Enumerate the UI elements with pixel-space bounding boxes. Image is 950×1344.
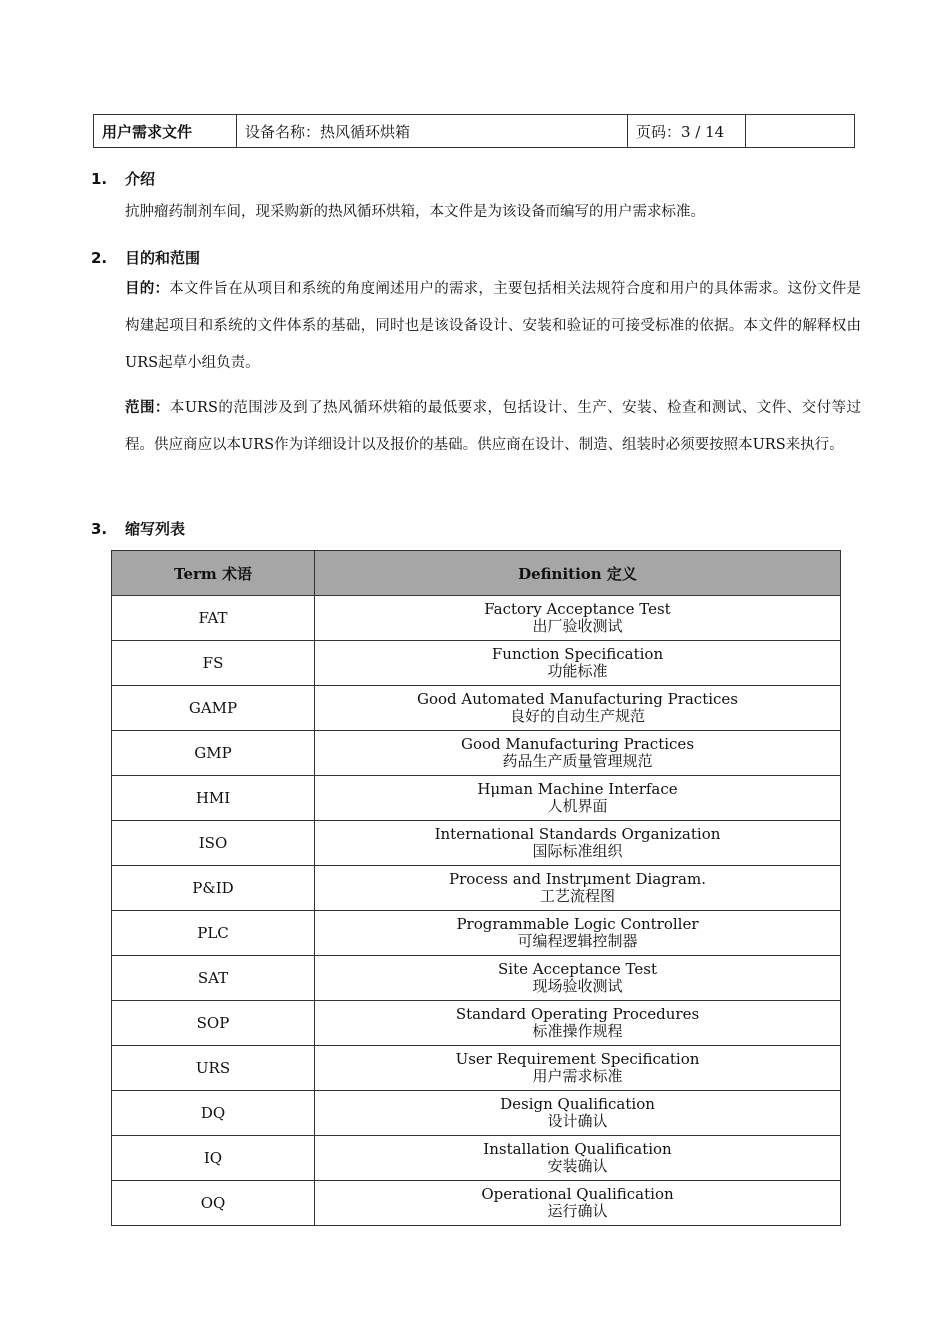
definition-chinese: 用户需求标准 [532, 1067, 623, 1085]
purpose-paragraph [125, 271, 861, 382]
document-header [93, 114, 855, 148]
definition-chinese: 设计确认 [547, 1112, 608, 1130]
term-cell: SAT [112, 956, 315, 1001]
definition-cell [315, 776, 841, 821]
section-number: 3. [91, 520, 108, 538]
definition-cell [315, 1091, 841, 1136]
definition-cell [315, 686, 841, 731]
definition-chinese: 运行确认 [547, 1202, 608, 1220]
definition-chinese: 可编程逻辑控制器 [517, 932, 638, 950]
definition-chinese: 人机界面 [547, 797, 608, 815]
section-title: 目的和范围 [125, 249, 201, 267]
header-doc-type: 用户需求文件 [94, 115, 237, 148]
table-row [112, 866, 841, 911]
abbreviation-table-body [112, 596, 841, 1226]
definition-english: Operational Qualification [481, 1185, 674, 1203]
table-row [112, 776, 841, 821]
term-cell: GMP [112, 731, 315, 776]
table-row [112, 1091, 841, 1136]
section-title: 介绍 [125, 170, 156, 188]
column-header-term: Term 术语 [112, 551, 315, 596]
section-heading-abbr [91, 518, 185, 539]
table-row [112, 911, 841, 956]
definition-english: User Requirement Specification [455, 1050, 700, 1068]
definition-chinese: 国际标准组织 [532, 842, 623, 860]
column-header-definition: Definition 定义 [315, 551, 841, 596]
term-cell: FAT [112, 596, 315, 641]
header-blank-cell [746, 115, 855, 148]
term-cell: HMI [112, 776, 315, 821]
definition-cell [315, 1046, 841, 1091]
term-cell: P&ID [112, 866, 315, 911]
intro-paragraph: 抗肿瘤药制剂车间，现采购新的热风循环烘箱，本文件是为该设备而编写的用户需求标准。 [125, 204, 705, 220]
definition-cell [315, 1001, 841, 1046]
scope-label: 范围： [125, 400, 170, 416]
definition-english: Process and Instrμment Diagram. [449, 870, 706, 888]
definition-cell [315, 596, 841, 641]
table-row [112, 1136, 841, 1181]
term-cell: PLC [112, 911, 315, 956]
table-header-row [112, 551, 841, 596]
table-row [112, 1001, 841, 1046]
definition-cell [315, 731, 841, 776]
definition-cell [315, 821, 841, 866]
definition-chinese: 良好的自动生产规范 [509, 707, 645, 725]
definition-english: Design Qualification [500, 1095, 655, 1113]
definition-chinese: 工艺流程图 [539, 887, 615, 905]
definition-cell [315, 866, 841, 911]
term-cell: ISO [112, 821, 315, 866]
term-cell: DQ [112, 1091, 315, 1136]
definition-chinese: 安装确认 [547, 1157, 608, 1175]
definition-english: Function Specification [491, 645, 664, 663]
definition-chinese: 出厂验收测试 [532, 617, 623, 635]
table-row [112, 821, 841, 866]
definition-english: Hμman Machine Interface [477, 780, 678, 798]
purpose-text: 本文件旨在从项目和系统的角度阐述用户的需求，主要包括相关法规符合度和用户的具体需求。这份文件是构建起项目和系统的文件体系的基础，同时也是该设备设计、安装和验证的可接受标准的依据。本文件的解释权由URS起草小组负责。 [125, 281, 862, 371]
table-row [112, 596, 841, 641]
definition-english: Programmable Logic Controller [456, 915, 699, 933]
table-row [112, 1046, 841, 1091]
section-number: 2. [91, 249, 108, 267]
definition-cell [315, 1181, 841, 1226]
section-heading-purpose [91, 247, 200, 268]
term-cell: SOP [112, 1001, 315, 1046]
header-page-number: 页码：3 / 14 [628, 115, 746, 148]
definition-cell [315, 641, 841, 686]
section-number: 1. [91, 170, 108, 188]
term-cell: GAMP [112, 686, 315, 731]
definition-english: Site Acceptance Test [498, 960, 657, 978]
definition-cell [315, 911, 841, 956]
table-row [112, 731, 841, 776]
definition-english: Standard Operating Procedures [455, 1005, 700, 1023]
scope-paragraph [125, 390, 861, 464]
definition-chinese: 现场验收测试 [532, 977, 623, 995]
definition-chinese: 标准操作规程 [532, 1022, 623, 1040]
definition-english: Good Automated Manufacturing Practices [416, 690, 739, 708]
term-cell: FS [112, 641, 315, 686]
abbreviation-table [111, 550, 841, 1226]
table-row [112, 686, 841, 731]
definition-english: International Standards Organization [434, 825, 721, 843]
purpose-label: 目的： [125, 281, 170, 297]
scope-text: 本URS的范围涉及到了热风循环烘箱的最低要求，包括设计、生产、安装、检查和测试、文件、交付等过程。供应商应以本URS作为详细设计以及报价的基础。供应商在设计、制造、组装时必须要按照本URS来执行。 [125, 400, 861, 453]
definition-chinese: 功能标准 [547, 662, 608, 680]
term-cell: IQ [112, 1136, 315, 1181]
definition-english: Installation Qualification [483, 1140, 672, 1158]
definition-english: Good Manufacturing Practices [460, 735, 695, 753]
section-title: 缩写列表 [125, 520, 186, 538]
definition-chinese: 药品生产质量管理规范 [502, 752, 653, 770]
table-row [112, 641, 841, 686]
header-equipment-name: 设备名称：热风循环烘箱 [237, 115, 628, 148]
term-cell: URS [112, 1046, 315, 1091]
table-row [112, 1181, 841, 1226]
definition-cell [315, 1136, 841, 1181]
term-cell: OQ [112, 1181, 315, 1226]
section-heading-intro [91, 168, 155, 189]
table-row [112, 956, 841, 1001]
definition-english: Factory Acceptance Test [484, 600, 671, 618]
definition-cell [315, 956, 841, 1001]
